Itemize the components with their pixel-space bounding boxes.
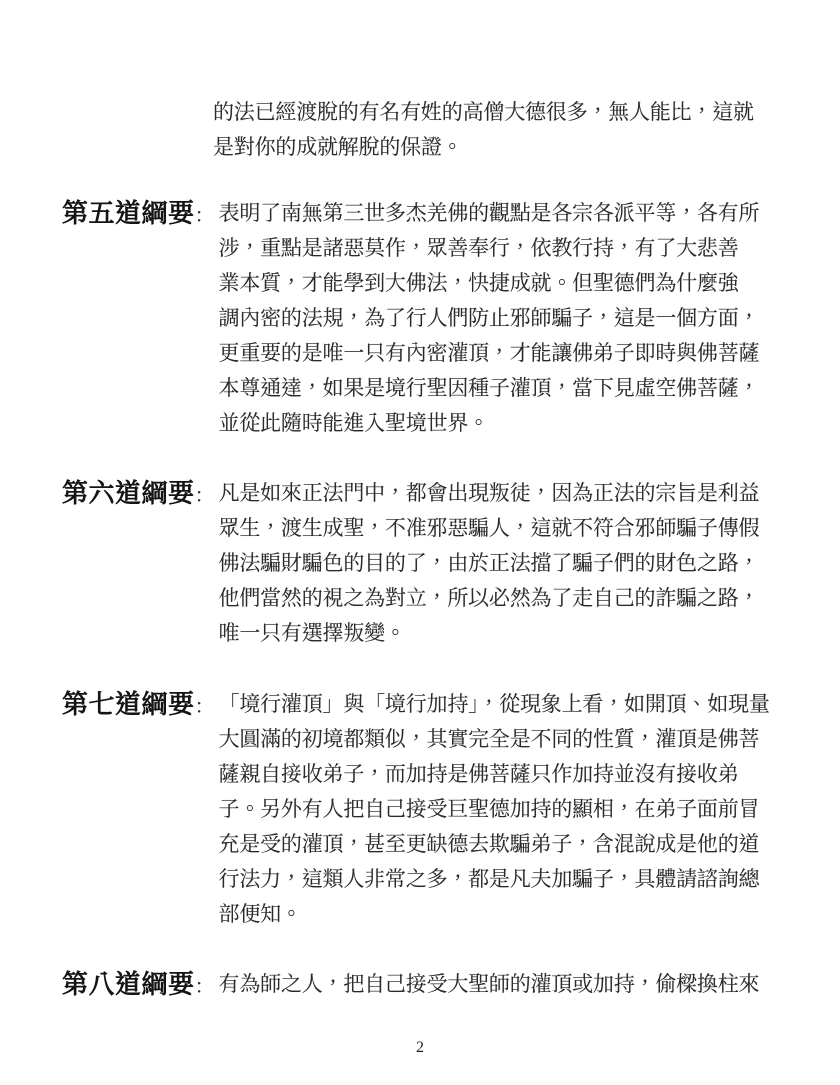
heading-colon: ： xyxy=(194,205,215,227)
body-line: 有為師之人，把自己接受大聖師的灌頂或加持，偷樑換柱來 xyxy=(218,972,760,996)
body-line: 更重要的是唯一只有內密灌頂，才能讓佛弟子即時與佛菩薩 xyxy=(218,341,760,365)
section-outline-8 xyxy=(62,967,840,1005)
body-line: 涉，重點是諸惡莫作，眾善奉行，依教行持，有了大悲善 xyxy=(218,236,739,260)
section-heading: 第五道綱要 xyxy=(62,199,195,228)
body-line: 是對你的成就解脫的保證。 xyxy=(213,135,463,159)
section-heading: 第七道綱要 xyxy=(62,690,195,719)
paragraph-body xyxy=(219,196,794,441)
section-heading-row xyxy=(62,687,219,725)
body-line: 行法力，這類人非常之多，都是凡夫加騙子，具體請諮詢總 xyxy=(218,867,760,891)
body-line: 子。另外有人把自己接受巨聖德加持的顯相，在弟子面前冒 xyxy=(218,797,760,821)
body-line: 調內密的法規，為了行人們防止邪師騙子，這是一個方面， xyxy=(218,306,760,330)
section-heading-row xyxy=(62,476,219,514)
paragraph-body xyxy=(219,476,794,651)
body-line: 薩親自接收弟子，而加持是佛菩薩只作加持並沒有接收弟 xyxy=(218,762,739,786)
body-line: 眾生，渡生成聖，不准邪惡騙人，這就不符合邪師騙子傳假 xyxy=(218,516,760,540)
body-line: 佛法騙財騙色的目的了，由於正法擋了騙子們的財色之路， xyxy=(218,551,760,575)
page-number: 2 xyxy=(416,1039,424,1056)
body-line: 他們當然的視之為對立，所以必然為了走自己的詐騙之路， xyxy=(218,586,760,610)
heading-colon: ： xyxy=(194,485,215,507)
section-outline-7 xyxy=(62,687,840,932)
body-line: 表明了南無第三世多杰羌佛的觀點是各宗各派平等，各有所 xyxy=(218,201,760,225)
body-line: 業本質，才能學到大佛法，快捷成就。但聖德們為什麼強 xyxy=(218,271,739,295)
body-line: 並從此隨時能進入聖境世界。 xyxy=(218,411,489,435)
paragraph-body xyxy=(213,95,788,165)
heading-colon: ： xyxy=(194,696,215,718)
section-heading-row xyxy=(62,967,219,1005)
paragraph-body xyxy=(219,687,794,932)
body-line: 「境行灌頂」與「境行加持」，從現象上看，如開頂、如現量 xyxy=(218,692,770,716)
section-heading: 第八道綱要 xyxy=(62,970,195,999)
body-line: 唯一只有選擇叛變。 xyxy=(218,621,406,645)
section-heading-row xyxy=(62,196,219,234)
body-line: 大圓滿的初境都類似，其實完全是不同的性質，灌頂是佛菩 xyxy=(218,727,760,751)
continued-paragraph xyxy=(62,95,840,165)
body-line: 凡是如來正法門中，都會出現叛徒，因為正法的宗旨是利益 xyxy=(218,481,760,505)
body-line: 部便知。 xyxy=(218,902,302,926)
body-line: 的法已經渡脫的有名有姓的高僧大德很多，無人能比，這就 xyxy=(213,100,754,124)
body-line: 本尊通達，如果是境行聖因種子灌頂，當下見虛空佛菩薩， xyxy=(218,376,760,400)
heading-colon: ： xyxy=(194,976,215,998)
section-heading: 第六道綱要 xyxy=(62,479,195,508)
section-outline-6 xyxy=(62,476,840,651)
section-outline-5 xyxy=(62,196,840,441)
paragraph-body xyxy=(219,967,794,1002)
body-line: 充是受的灌頂，甚至更缺德去欺騙弟子，含混說成是他的道 xyxy=(218,832,760,856)
